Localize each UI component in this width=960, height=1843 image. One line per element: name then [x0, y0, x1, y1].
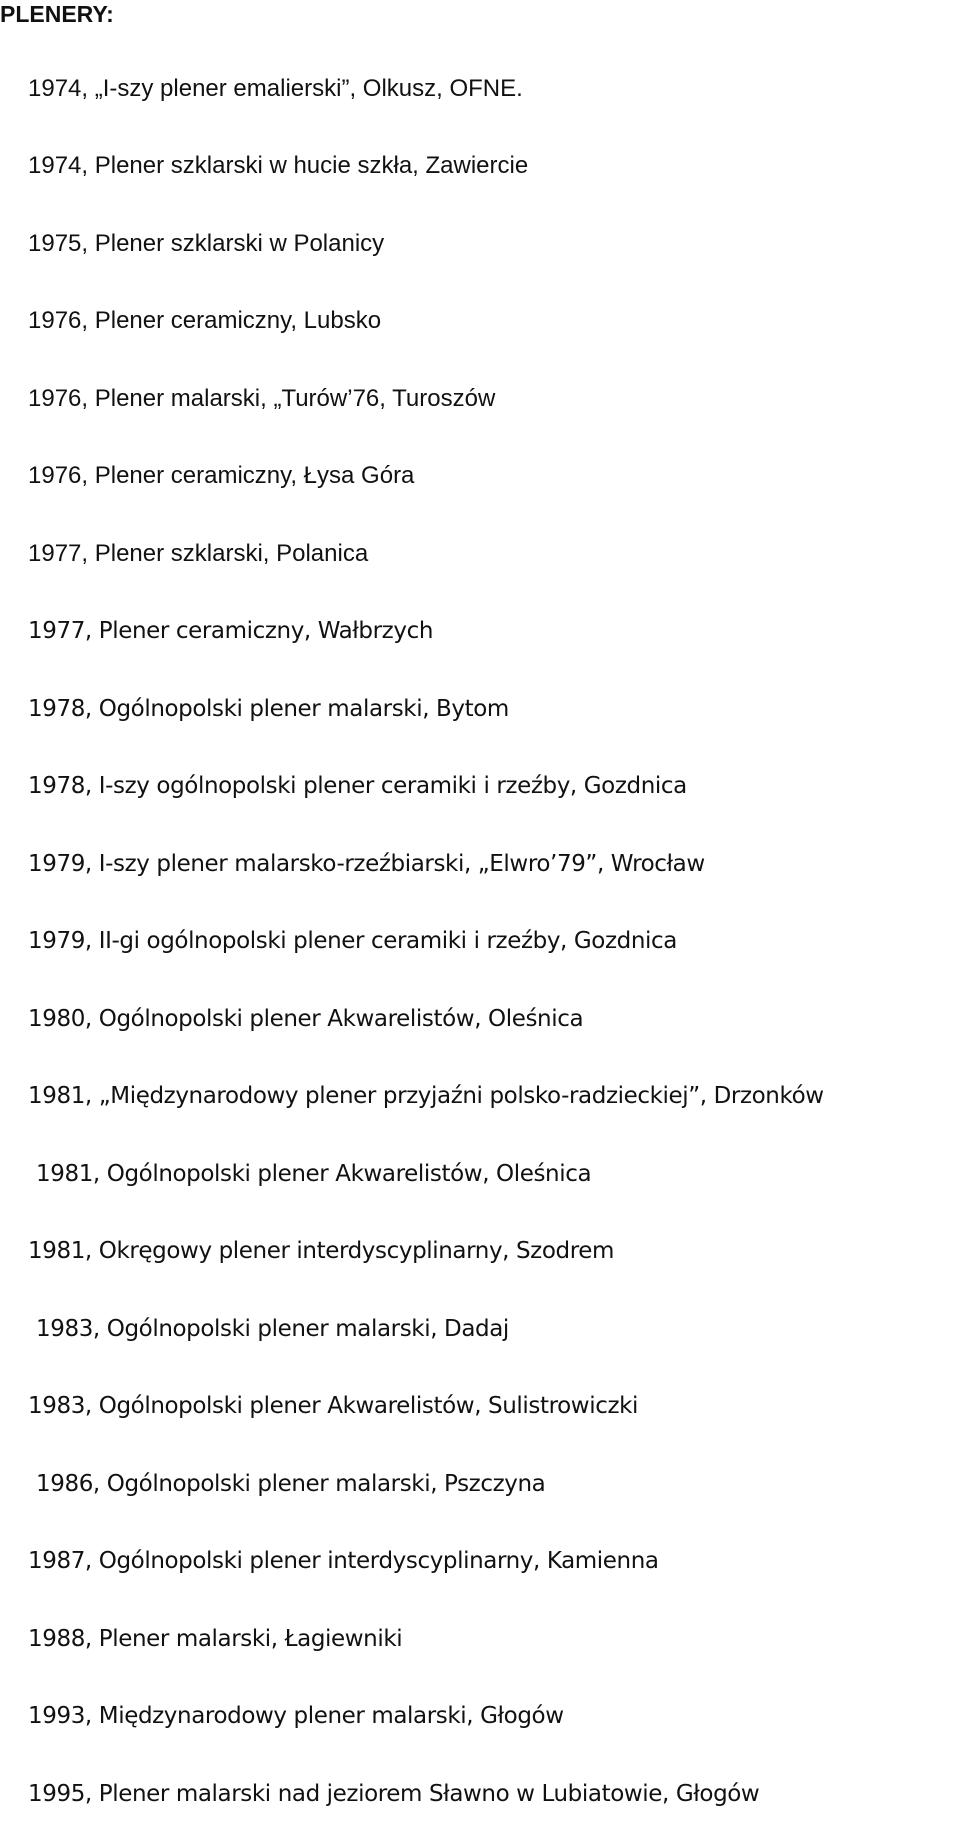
- list-item: 1981, Ogólnopolski plener Akwarelistów, Oleśnica: [36, 1161, 592, 1187]
- list-item: 1981, „Międzynarodowy plener przyjaźni polsko-radzieckiej”, Drzonków: [28, 1083, 824, 1109]
- list-item: 1976, Plener ceramiczny, Lubsko: [28, 307, 382, 334]
- list-item: 1979, I-szy plener malarsko-rzeźbiarski, „Elwro’79”, Wrocław: [28, 851, 705, 877]
- list-item: 1978, Ogólnopolski plener malarski, Bytom: [28, 696, 509, 722]
- list-item: 1987, Ogólnopolski plener interdyscyplinarny, Kamienna: [28, 1548, 659, 1574]
- list-item: 1974, „I-szy plener emalierski”, Olkusz, OFNE.: [28, 75, 523, 102]
- list-item: 1995, Plener malarski nad jeziorem Sławno w Lubiatowie, Głogów: [28, 1781, 760, 1807]
- list-item: 1976, Plener ceramiczny, Łysa Góra: [28, 462, 415, 489]
- list-item: 1993, Międzynarodowy plener malarski, Głogów: [28, 1703, 564, 1729]
- list-item: 1976, Plener malarski, „Turów’76, Turoszów: [28, 385, 496, 412]
- list-item: 1980, Ogólnopolski plener Akwarelistów, Oleśnica: [28, 1006, 584, 1032]
- list-item: 1986, Ogólnopolski plener malarski, Pszczyna: [36, 1471, 546, 1497]
- list-item: 1981, Okręgowy plener interdyscyplinarny, Szodrem: [28, 1238, 615, 1264]
- list-item: 1974, Plener szklarski w hucie szkła, Zawiercie: [28, 152, 529, 179]
- list-item: 1979, II-gi ogólnopolski plener ceramiki i rzeźby, Gozdnica: [28, 928, 677, 954]
- list-item: 1977, Plener ceramiczny, Wałbrzych: [28, 618, 433, 644]
- list-item: 1975, Plener szklarski w Polanicy: [28, 230, 385, 257]
- list-item: 1988, Plener malarski, Łagiewniki: [28, 1626, 403, 1652]
- list-item: 1977, Plener szklarski, Polanica: [28, 540, 369, 567]
- list-item: 1983, Ogólnopolski plener Akwarelistów, Sulistrowiczki: [28, 1393, 639, 1419]
- page-heading: PLENERY:: [0, 1, 114, 27]
- list-item: 1983, Ogólnopolski plener malarski, Dadaj: [36, 1316, 509, 1342]
- list-item: 1978, I-szy ogólnopolski plener ceramiki i rzeźby, Gozdnica: [28, 773, 687, 799]
